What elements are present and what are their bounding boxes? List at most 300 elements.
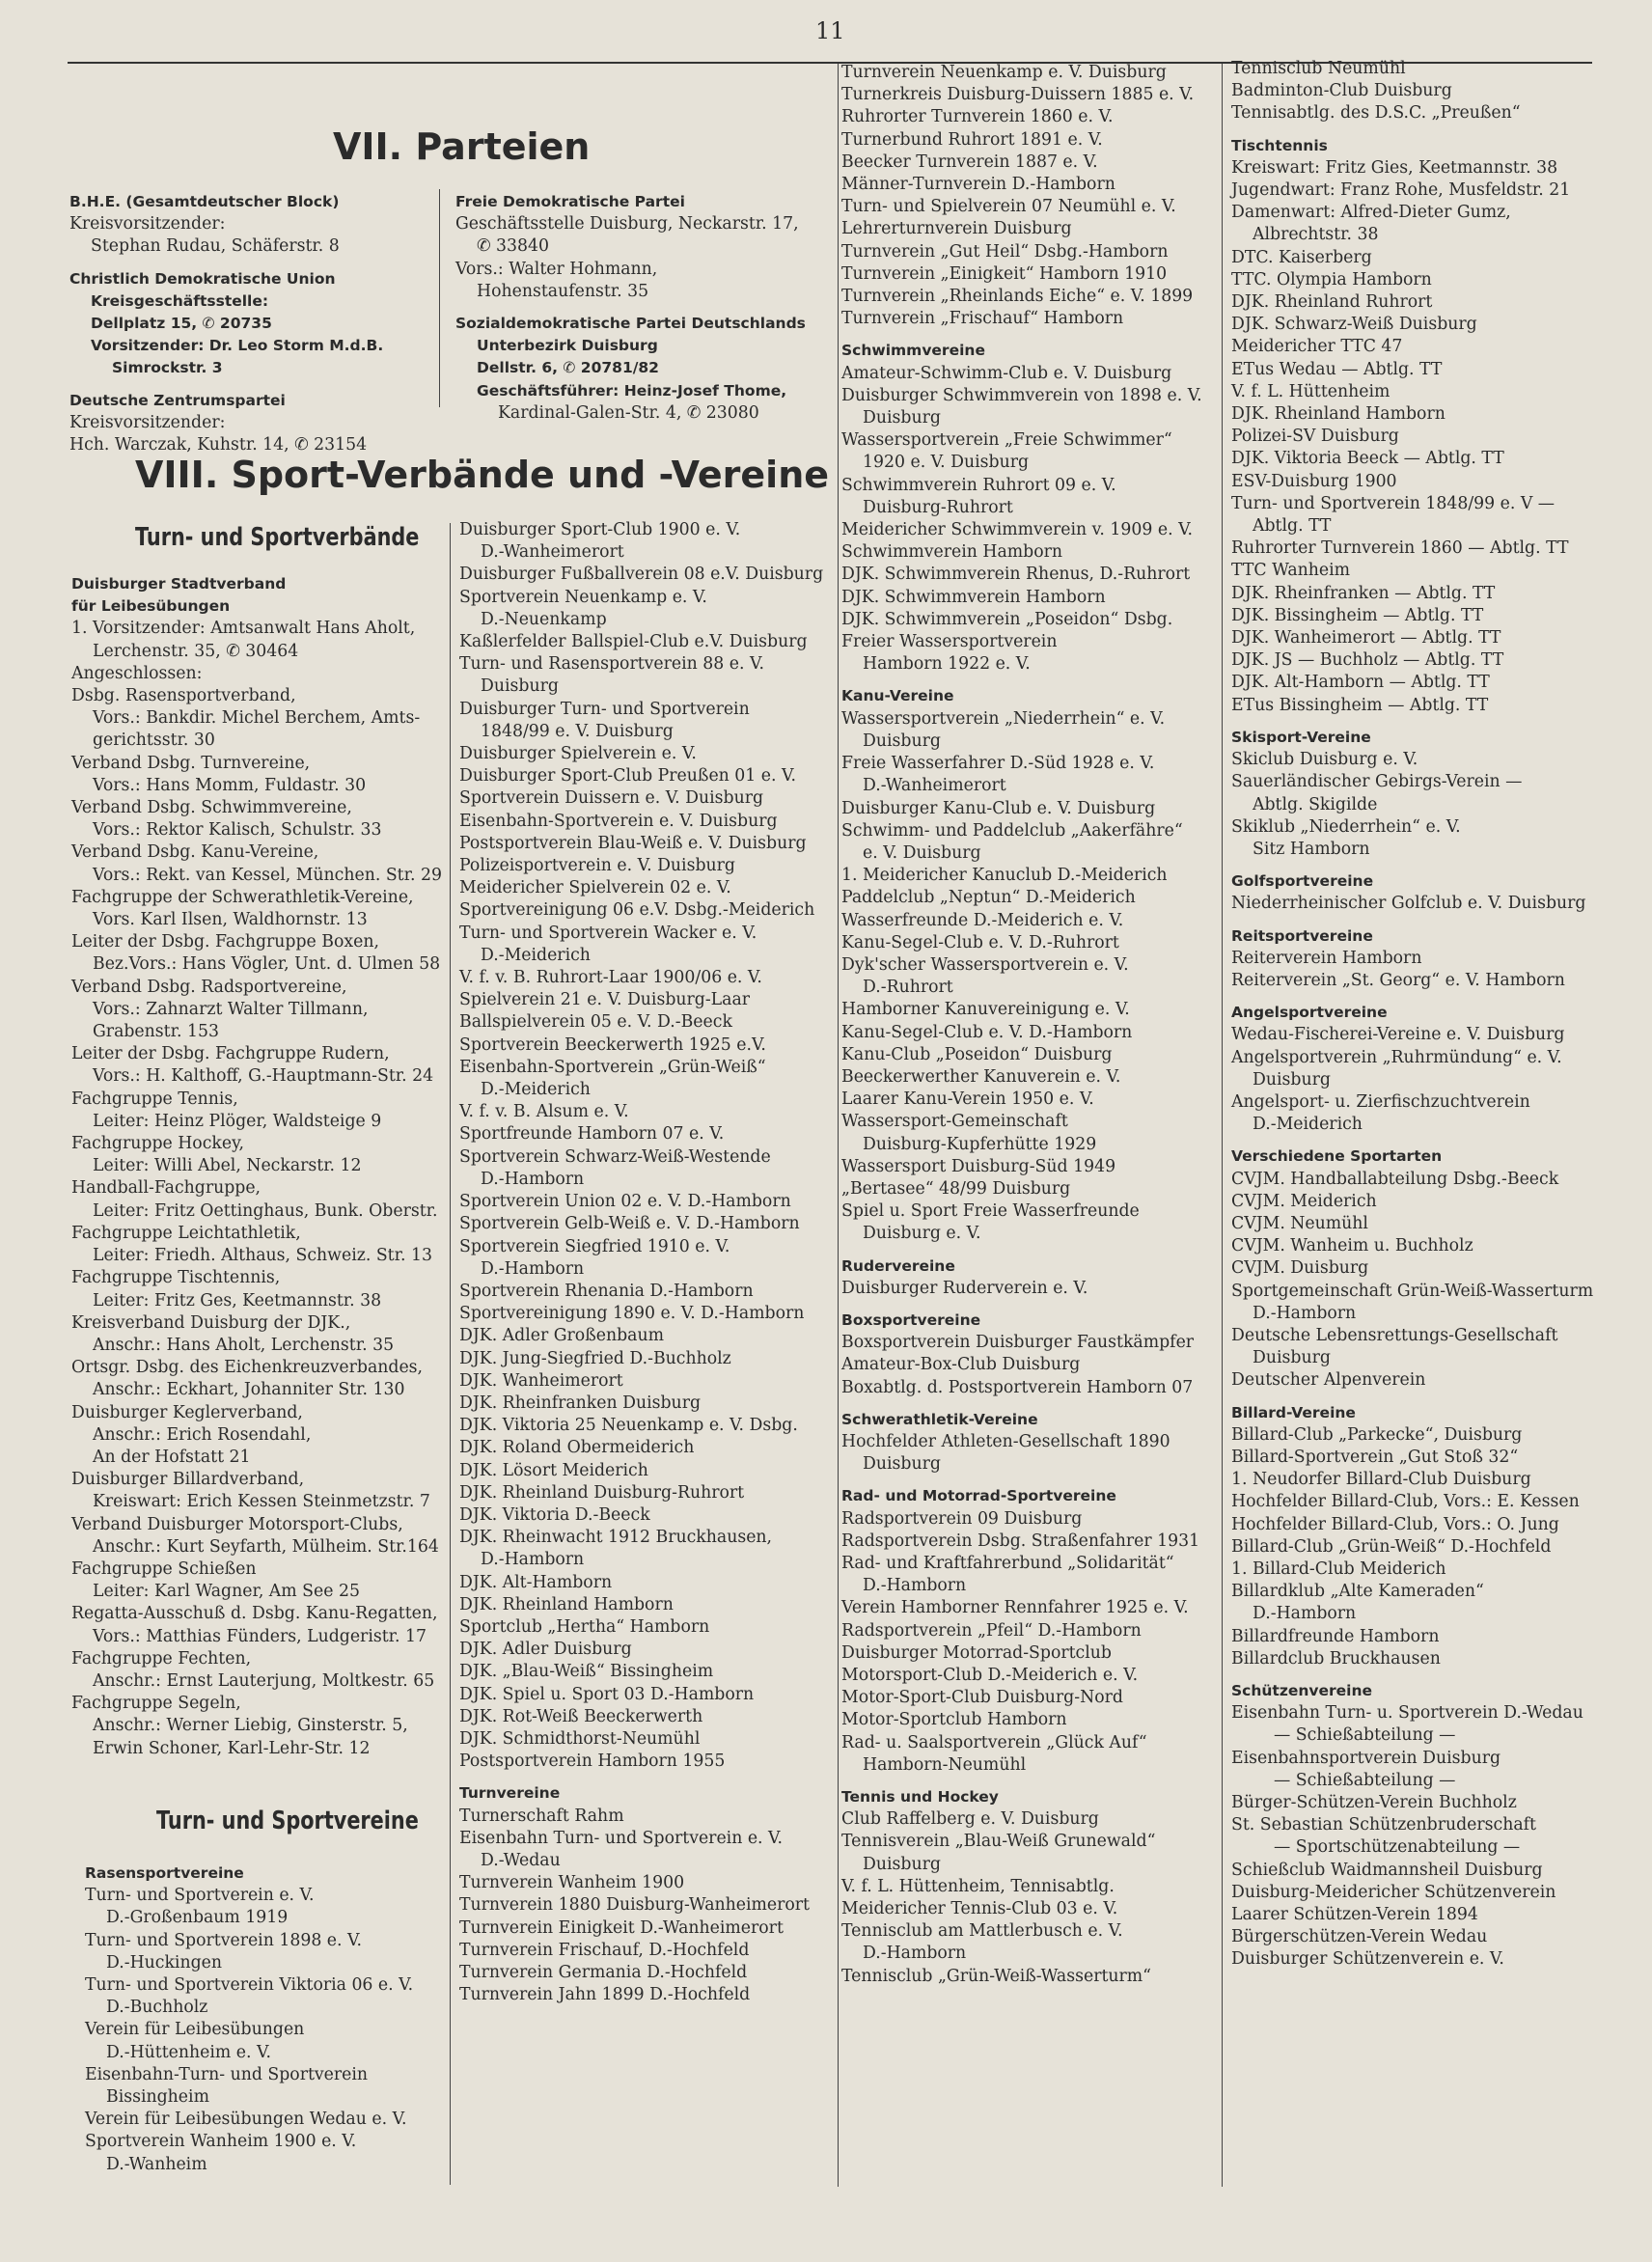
list-item: Anschr.: Kurt Seyfarth, Mülheim. Str.164	[93, 1536, 439, 1557]
list-item: Hamborn-Neumühl	[863, 1754, 1027, 1775]
list-item: Spiel u. Sport Freie Wasserfreunde	[841, 1201, 1140, 1222]
list-item: DJK. Rot-Weiß Beeckerwerth	[459, 1706, 703, 1726]
list-item: Lehrerturnverein Duisburg	[841, 219, 1072, 239]
list-item: Kanu-Segel-Club e. V. D.-Ruhrort	[841, 932, 1119, 952]
list-item: Angeschlossen:	[71, 663, 203, 683]
list-item: D.-Hamborn	[1253, 1604, 1357, 1624]
list-item: Duisburger Kanu-Club e. V. Duisburg	[841, 798, 1156, 818]
list-item: Vors.: Rektor Kalisch, Schulstr. 33	[93, 820, 382, 841]
list-item: Eisenbahn-Sportverein „Grün-Weiß“	[459, 1057, 766, 1077]
vereine-column-4	[1231, 58, 1637, 1972]
list-item: Sportverein Neuenkamp e. V.	[459, 587, 707, 607]
list-item: Anschr.: Eckhart, Johanniter Str. 130	[93, 1380, 405, 1400]
list-item: Deutscher Alpenverein	[1231, 1370, 1426, 1391]
list-item: Meidericher Tennis-Club 03 e. V.	[841, 1899, 1118, 1919]
list-item: Dsbg. Rasensportverband,	[71, 686, 296, 706]
list-item: e. V. Duisburg	[863, 842, 981, 863]
list-item: DJK. Bissingheim — Abtlg. TT	[1231, 605, 1484, 625]
category-heading: Kreisgeschäftsstelle:	[91, 291, 269, 310]
list-item: Stephan Rudau, Schäferstr. 8	[91, 236, 340, 257]
list-item: Radsportverein Dsbg. Straßenfahrer 1931	[841, 1531, 1200, 1551]
category-heading: Rasensportvereine	[85, 1864, 244, 1882]
list-item: Amateur-Box-Club Duisburg	[841, 1355, 1081, 1375]
list-item: — Schießabteilung —	[1274, 1725, 1456, 1746]
list-item: Badminton-Club Duisburg	[1231, 81, 1452, 101]
list-item: DTC. Kaiserberg	[1231, 247, 1372, 267]
list-item: Billardclub Bruckhausen	[1231, 1648, 1441, 1669]
list-item: Sitz Hamborn	[1253, 839, 1370, 859]
list-item: Hochfelder Athleten-Gesellschaft 1890	[841, 1431, 1170, 1451]
parteien-left	[69, 191, 436, 456]
list-item: Turnverein „Einigkeit“ Hamborn 1910	[841, 263, 1168, 284]
list-item: Ruhrorter Turnverein 1860 e. V.	[841, 107, 1114, 127]
list-item: Polizeisportverein e. V. Duisburg	[459, 856, 735, 876]
list-item: Duisburger Motorrad-Sportclub	[841, 1642, 1112, 1663]
list-item: Damenwart: Alfred-Dieter Gumz,	[1231, 203, 1511, 223]
category-heading: Duisburger Stadtverband	[71, 575, 287, 593]
list-item: Sportverein Siegfried 1910 e. V.	[459, 1236, 730, 1256]
list-item: Fachgruppe Tennis,	[71, 1089, 238, 1109]
list-item: An der Hofstatt 21	[93, 1447, 251, 1467]
vereine-column-3	[841, 62, 1220, 1988]
list-item: 1. Meidericher Kanuclub D.-Meiderich	[841, 866, 1168, 886]
column-divider-1	[450, 523, 451, 2185]
list-item: DJK. Rheinland Duisburg-Ruhrort	[459, 1482, 745, 1503]
list-item: DJK. Schwimmverein Hamborn	[841, 587, 1106, 607]
list-item: Vors. Karl Ilsen, Waldhornstr. 13	[93, 910, 368, 930]
list-item: ETus Wedau — Abtlg. TT	[1231, 359, 1443, 379]
list-item: DJK. Alt-Hamborn	[459, 1572, 613, 1592]
list-item: Sportfreunde Hamborn 07 e. V.	[459, 1124, 725, 1145]
list-item: 1. Vorsitzender: Amtsanwalt Hans Aholt,	[71, 619, 416, 639]
verbaende-list	[71, 573, 448, 1760]
list-item: Fachgruppe Tischtennis,	[71, 1268, 281, 1288]
category-heading: Boxsportvereine	[841, 1310, 981, 1329]
list-item: Rad- u. Saalsportverein „Glück Auf“	[841, 1732, 1147, 1752]
list-item: „Bertasee“ 48/99 Duisburg	[841, 1178, 1071, 1199]
list-item: Eisenbahn-Sportverein e. V. Duisburg	[459, 811, 778, 831]
list-item: Sportverein Wanheim 1900 e. V.	[85, 2132, 357, 2152]
list-item: Lerchenstr. 35, ✆ 30464	[93, 641, 299, 661]
list-item: Ruhrorter Turnverein 1860 — Abtlg. TT	[1231, 538, 1569, 559]
list-item: CVJM. Duisburg	[1231, 1258, 1369, 1279]
list-item: Turn- und Sportverein 1848/99 e. V —	[1231, 493, 1556, 513]
list-item: gerichtsstr. 30	[93, 731, 215, 751]
list-item: Motorsport-Club D.-Meiderich e. V.	[841, 1666, 1139, 1686]
list-item: Sportclub „Hertha“ Hamborn	[459, 1616, 710, 1637]
list-item: Duisburg	[863, 1454, 941, 1475]
list-item: Duisburg	[1253, 1348, 1331, 1368]
list-item: DJK. Adler Duisburg	[459, 1640, 632, 1660]
list-item: DJK. Wanheimerort	[459, 1370, 623, 1391]
list-item: Hohenstaufenstr. 35	[477, 281, 649, 301]
list-item: DJK. Rheinland Ruhrort	[1231, 292, 1433, 313]
list-item: 1920 e. V. Duisburg	[863, 453, 1030, 473]
category-heading: Tennis und Hockey	[841, 1788, 999, 1807]
list-item: Turnverein Neuenkamp e. V. Duisburg	[841, 63, 1167, 82]
list-item: D.-Wedau	[481, 1850, 561, 1870]
list-item: Kardinal-Galen-Str. 4, ✆ 23080	[498, 402, 759, 423]
list-item: Hochfelder Billard-Club, Vors.: O. Jung	[1231, 1514, 1559, 1534]
list-item: DJK. Jung-Siegfried D.-Buchholz	[459, 1348, 731, 1368]
list-item: — Sportschützenabteilung —	[1274, 1837, 1521, 1858]
list-item: St. Sebastian Schützenbruderschaft	[1231, 1815, 1536, 1835]
list-item: Jugendwart: Franz Rohe, Musfeldstr. 21	[1231, 180, 1571, 201]
list-item: Leiter: Heinz Plöger, Waldsteige 9	[93, 1111, 382, 1131]
list-item: Wassersport-Gemeinschaft	[841, 1112, 1068, 1132]
list-item: Freier Wassersportverein	[841, 632, 1058, 652]
list-item: Leiter der Dsbg. Fachgruppe Rudern,	[71, 1044, 390, 1064]
list-item: Niederrheinischer Golfclub e. V. Duisburg	[1231, 894, 1586, 914]
list-item: D.-Großenbaum 1919	[106, 1908, 289, 1928]
list-item: Turn- und Sportverein e. V.	[85, 1886, 315, 1906]
list-item: Abtlg. Skigilde	[1253, 794, 1378, 814]
list-item: Turn- und Sportverein 1898 e. V.	[85, 1930, 362, 1950]
list-item: Anschr.: Hans Aholt, Lerchenstr. 35	[93, 1335, 395, 1355]
list-item: Sportvereinigung 06 e.V. Dsbg.-Meiderich	[459, 900, 815, 921]
list-item: Leiter der Dsbg. Fachgruppe Boxen,	[71, 932, 379, 952]
list-item: Hch. Warczak, Kuhstr. 14, ✆ 23154	[69, 435, 368, 455]
list-item: Turnverein Einigkeit D.-Wanheimerort	[459, 1917, 784, 1938]
list-item: Eisenbahn-Turn- und Sportverein	[85, 2064, 369, 2084]
list-item: Fachgruppe Fechten,	[71, 1648, 252, 1669]
list-item: Duisburg	[863, 408, 941, 428]
list-item: 1. Neudorfer Billard-Club Duisburg	[1231, 1470, 1531, 1490]
list-item: Leiter: Fritz Ges, Keetmannstr. 38	[93, 1290, 382, 1310]
list-item: Verband Duisburger Motorsport-Clubs,	[71, 1514, 403, 1534]
list-item: Verband Dsbg. Turnvereine,	[71, 753, 311, 773]
list-item: Sportverein Schwarz-Weiß-Westende	[459, 1146, 771, 1167]
list-item: Duisburger Schwimmverein von 1898 e. V.	[841, 385, 1202, 405]
list-item: TTC. Olympia Hamborn	[1231, 269, 1432, 290]
list-item: Leiter: Karl Wagner, Am See 25	[93, 1582, 360, 1602]
list-item: Beecker Turnverein 1887 e. V.	[841, 152, 1098, 172]
list-item: Eisenbahn Turn- und Sportverein e. V.	[459, 1828, 783, 1848]
list-item: Vors.: Rekt. van Kessel, München. Str. 29	[93, 865, 442, 885]
list-item: DJK. Roland Obermeiderich	[459, 1438, 695, 1458]
category-heading: Reitsportvereine	[1231, 926, 1373, 945]
list-item: DJK. Rheinfranken Duisburg	[459, 1393, 702, 1413]
category-heading: Dellplatz 15, ✆ 20735	[91, 315, 272, 333]
list-item: Vors.: Hans Momm, Fuldastr. 30	[93, 775, 367, 795]
list-item: Skiclub Duisburg e. V.	[1231, 750, 1418, 770]
list-item: Boxsportverein Duisburger Faustkämpfer	[841, 1333, 1195, 1353]
category-heading: Rudervereine	[841, 1256, 955, 1275]
list-item: Angelsport- u. Zierfischzuchtverein	[1231, 1091, 1530, 1112]
list-item: D.-Wanheimerort	[863, 776, 1006, 796]
list-item: Polizei-SV Duisburg	[1231, 427, 1399, 447]
list-item: Turnerschaft Rahm	[459, 1806, 624, 1826]
list-item: Duisburg e. V.	[863, 1224, 981, 1244]
list-item: Kanu-Club „Poseidon“ Duisburg	[841, 1044, 1113, 1064]
list-item: Erwin Schoner, Karl-Lehr-Str. 12	[93, 1738, 371, 1758]
list-item: D.-Hüttenheim e. V.	[106, 2042, 271, 2062]
list-item: D.-Hamborn	[863, 1944, 967, 1964]
category-heading: B.H.E. (Gesamtdeutscher Block)	[69, 193, 340, 210]
list-item: Meidericher Spielverein 02 e. V.	[459, 878, 731, 898]
list-item: Hamborner Kanuvereinigung e. V.	[841, 1000, 1130, 1020]
category-heading: Vorsitzender: Dr. Leo Storm M.d.B.	[91, 337, 384, 355]
list-item: Duisburg-Meidericher Schützenverein	[1231, 1882, 1556, 1902]
vereine-column-2	[459, 519, 836, 2006]
list-item: Abtlg. TT	[1253, 516, 1332, 537]
list-item: Turnerbund Ruhrort 1891 e. V.	[841, 129, 1103, 150]
list-item: V. f. L. Hüttenheim	[1231, 381, 1390, 401]
list-item: Turn- und Sportverein Wacker e. V.	[459, 923, 757, 943]
list-item: D.-Hamborn	[1253, 1303, 1357, 1323]
list-item: Duisburger Billardverband,	[71, 1470, 305, 1490]
list-item: Duisburger Sport-Club 1900 e. V.	[459, 520, 741, 539]
list-item: Kreisvorsitzender:	[69, 214, 226, 234]
list-item: Rad- und Kraftfahrerbund „Solidarität“	[841, 1554, 1174, 1573]
list-item: Turn- und Rasensportverein 88 e. V.	[459, 654, 764, 675]
list-item: Laarer Kanu-Verein 1950 e. V.	[841, 1090, 1094, 1110]
list-item: Kreisverband Duisburg der DJK.,	[71, 1312, 351, 1333]
list-item: Verein für Leibesübungen	[85, 2020, 305, 2040]
category-heading: Dellstr. 6, ✆ 20781/82	[477, 359, 659, 377]
list-item: Meidericher Schwimmverein v. 1909 e. V.	[841, 520, 1194, 540]
list-item: Vors.: Matthias Fünders, Ludgeristr. 17	[93, 1626, 427, 1646]
category-heading: Geschäftsführer: Heinz-Josef Thome,	[477, 381, 787, 400]
list-item: D.-Hamborn	[863, 1576, 967, 1596]
list-item: Freie Wasserfahrer D.-Süd 1928 e. V.	[841, 754, 1155, 774]
list-item: Bürgerschützen-Verein Wedau	[1231, 1927, 1488, 1947]
list-item: Boxabtlg. d. Postsportverein Hamborn 07	[841, 1377, 1194, 1397]
category-heading: Schwimmvereine	[841, 342, 985, 360]
page-number: 11	[815, 17, 845, 44]
list-item: Schwimm- und Paddelclub „Aakerfähre“	[841, 820, 1183, 841]
list-item: Eisenbahnsportverein Duisburg	[1231, 1748, 1501, 1768]
list-item: TTC Wanheim	[1231, 561, 1351, 581]
list-item: Verein für Leibesübungen Wedau e. V.	[85, 2110, 407, 2130]
list-item: Sportverein Rhenania D.-Hamborn	[459, 1281, 754, 1301]
list-item: Anschr.: Werner Liebig, Ginsterstr. 5,	[93, 1716, 408, 1736]
category-heading: Kanu-Vereine	[841, 687, 954, 705]
list-item: Dyk'scher Wassersportverein e. V.	[841, 954, 1129, 975]
list-item: Duisburger Fußballverein 08 e.V. Duisburg	[459, 565, 824, 585]
list-item: Turnverein Frischauf, D.-Hochfeld	[459, 1940, 750, 1960]
category-heading: Rad- und Motorrad-Sportvereine	[841, 1487, 1116, 1505]
list-item: Tennisclub „Grün-Weiß-Wasserturm“	[841, 1966, 1152, 1986]
list-item: Motor-Sportclub Hamborn	[841, 1710, 1067, 1730]
list-item: V. f. v. B. Ruhrort-Laar 1900/06 e. V.	[459, 968, 762, 988]
list-item: Sportgemeinschaft Grün-Weiß-Wasserturm	[1231, 1281, 1594, 1301]
list-item: 1848/99 e. V. Duisburg	[481, 721, 674, 741]
list-item: Ballspielverein 05 e. V. D.-Beeck	[459, 1012, 732, 1033]
list-item: V. f. v. B. Alsum e. V.	[459, 1102, 629, 1122]
list-item: Wasserfreunde D.-Meiderich e. V.	[841, 910, 1124, 930]
list-item: Wassersportverein „Niederrhein“ e. V.	[841, 708, 1166, 729]
list-item: D.-Hamborn	[481, 1550, 585, 1570]
list-item: Kreiswart: Fritz Gies, Keetmannstr. 38	[1231, 157, 1558, 178]
list-item: Skiklub „Niederrhein“ e. V.	[1231, 816, 1461, 837]
category-heading: Angelsportvereine	[1231, 1004, 1388, 1022]
list-item: Bez.Vors.: Hans Vögler, Unt. d. Ulmen 58	[93, 954, 441, 975]
list-item: D.-Wanheim	[106, 2154, 207, 2174]
category-heading: Verschiedene Sportarten	[1231, 1147, 1443, 1166]
list-item: Kaßlerfelder Ballspiel-Club e.V. Duisburg	[459, 632, 808, 652]
list-item: DJK. Spiel u. Sport 03 D.-Hamborn	[459, 1684, 755, 1704]
list-item: DJK. Rheinland Hamborn	[459, 1594, 674, 1614]
parteien-right	[455, 191, 841, 425]
list-item: DJK. Viktoria 25 Neuenkamp e. V. Dsbg.	[459, 1416, 798, 1436]
list-item: CVJM. Wanheim u. Buchholz	[1231, 1236, 1473, 1256]
section-title-sport: VIII. Sport-Verbände und -Vereine	[135, 454, 830, 496]
list-item: Billardfreunde Hamborn	[1231, 1626, 1440, 1646]
category-heading: Deutsche Zentrumspartei	[69, 391, 286, 409]
list-item: Albrechtstr. 38	[1253, 225, 1379, 245]
list-item: Vors.: Bankdir. Michel Berchem, Amts-	[93, 708, 421, 729]
list-item: Grabenstr. 153	[93, 1022, 219, 1042]
list-item: Wassersport Duisburg-Süd 1949	[841, 1156, 1116, 1176]
list-item: Vors.: Zahnarzt Walter Tillmann,	[93, 999, 369, 1019]
list-item: Bissingheim	[106, 2087, 209, 2108]
list-item: ESV-Duisburg 1900	[1231, 471, 1397, 491]
list-item: Laarer Schützen-Verein 1894	[1231, 1905, 1478, 1925]
list-item: DJK. Alt-Hamborn — Abtlg. TT	[1231, 673, 1490, 693]
list-item: DJK. „Blau-Weiß“ Bissingheim	[459, 1662, 714, 1682]
list-item: Turnverein „Frischauf“ Hamborn	[841, 309, 1124, 329]
list-item: D.-Wanheimerort	[481, 542, 624, 563]
list-item: Billard-Club „Grün-Weiß“ D.-Hochfeld	[1231, 1536, 1552, 1557]
category-heading: Tischtennis	[1231, 136, 1328, 154]
list-item: Verband Dsbg. Kanu-Vereine,	[71, 842, 319, 863]
list-item: D.-Hamborn	[481, 1258, 585, 1279]
list-item: Tennisverein „Blau-Weiß Grunewald“	[841, 1832, 1156, 1852]
list-item: DJK. Schwimmverein Rhenus, D.-Ruhrort	[841, 565, 1191, 585]
list-item: Kanu-Segel-Club e. V. D.-Hamborn	[841, 1022, 1133, 1042]
list-item: Duisburg-Ruhrort	[863, 497, 1013, 517]
list-item: Leiter: Willi Abel, Neckarstr. 12	[93, 1156, 362, 1176]
subsection-title-verbaende: Turn- und Sportverbände	[135, 523, 420, 552]
list-item: Motor-Sport-Club Duisburg-Nord	[841, 1688, 1123, 1708]
list-item: Sportverein Union 02 e. V. D.-Hamborn	[459, 1192, 791, 1212]
list-item: Turnverein Jahn 1899 D.-Hochfeld	[459, 1985, 751, 2005]
column-divider-2	[838, 64, 839, 2187]
list-item: Regatta-Ausschuß d. Dsbg. Kanu-Regatten,	[71, 1604, 438, 1624]
list-item: DJK. Schwimmverein „Poseidon“ Dsbg.	[841, 609, 1173, 629]
list-item: D.-Meiderich	[481, 1080, 591, 1100]
list-item: Billardklub „Alte Kameraden“	[1231, 1582, 1484, 1602]
list-item: Turnverein Germania D.-Hochfeld	[459, 1963, 748, 1982]
list-item: Leiter: Friedh. Althaus, Schweiz. Str. 13	[93, 1246, 432, 1266]
list-item: Radsportverein 09 Duisburg	[841, 1508, 1083, 1529]
column-divider-3	[1222, 64, 1223, 2187]
list-item: Duisburger Sport-Club Preußen 01 e. V.	[459, 766, 796, 786]
list-item: Duisburg	[481, 676, 559, 697]
list-item: Vors.: H. Kalthoff, G.-Hauptmann-Str. 24	[93, 1066, 434, 1087]
list-item: Duisburger Keglerverband,	[71, 1402, 303, 1422]
list-item: Männer-Turnverein D.-Hamborn	[841, 175, 1115, 195]
list-item: D.-Ruhrort	[863, 978, 953, 998]
list-item: Turn- und Spielverein 07 Neumühl e. V.	[841, 197, 1176, 217]
list-item: Fachgruppe der Schwerathletik-Vereine,	[71, 887, 414, 907]
list-item: Duisburger Ruderverein e. V.	[841, 1278, 1088, 1298]
list-item: V. f. L. Hüttenheim, Tennisabtlg.	[841, 1876, 1115, 1896]
category-heading: Simrockstr. 3	[112, 359, 223, 377]
list-item: Turnverein 1880 Duisburg-Wanheimerort	[459, 1895, 810, 1916]
list-item: Kreisvorsitzender:	[69, 412, 226, 432]
category-heading: Christlich Demokratische Union	[69, 269, 336, 288]
list-item: Bürger-Schützen-Verein Buchholz	[1231, 1793, 1517, 1813]
list-item: Duisburg-Kupferhütte 1929	[863, 1134, 1097, 1154]
list-item: Leiter: Fritz Oettinghaus, Bunk. Oberstr.	[93, 1200, 438, 1221]
list-item: ✆ 33840	[477, 236, 549, 257]
list-item: DJK. Schmidthorst-Neumühl	[459, 1728, 701, 1749]
list-item: Tennisabtlg. des D.S.C. „Preußen“	[1231, 103, 1521, 124]
category-heading: Turnvereine	[459, 1784, 561, 1803]
category-heading: Schützenvereine	[1231, 1682, 1373, 1700]
list-item: Sportverein Duissern e. V. Duisburg	[459, 788, 764, 809]
list-item: Anschr.: Ernst Lauterjung, Moltkestr. 65	[93, 1670, 435, 1691]
list-item: — Schießabteilung —	[1274, 1770, 1456, 1790]
list-item: Turnverein „Rheinlands Eiche“ e. V. 1899	[841, 287, 1194, 307]
list-item: DJK. Viktoria D.-Beeck	[459, 1504, 650, 1525]
list-item: 1. Billard-Club Meiderich	[1231, 1559, 1446, 1579]
list-item: Hamborn 1922 e. V.	[863, 654, 1031, 675]
list-item: Club Raffelberg e. V. Duisburg	[841, 1809, 1099, 1830]
list-item: CVJM. Meiderich	[1231, 1191, 1377, 1211]
list-item: D.-Meiderich	[1253, 1115, 1363, 1135]
list-item: Kreiswart: Erich Kessen Steinmetzstr. 7	[93, 1492, 430, 1512]
list-item: DJK. Lösort Meiderich	[459, 1460, 648, 1480]
rasensport-list	[85, 1862, 447, 2176]
list-item: Meidericher TTC 47	[1231, 337, 1403, 357]
list-item: Spielverein 21 e. V. Duisburg-Laar	[459, 990, 751, 1010]
list-item: Duisburger Turn- und Sportverein	[459, 699, 750, 719]
list-item: Duisburg	[1253, 1069, 1331, 1090]
list-item: Duisburg	[863, 1854, 941, 1874]
category-heading: Unterbezirk Duisburg	[477, 337, 658, 355]
list-item: Schwimmverein Hamborn	[841, 542, 1062, 563]
list-item: Radsportverein „Pfeil“ D.-Hamborn	[841, 1620, 1142, 1641]
list-item: Deutsche Lebensrettungs-Gesellschaft	[1231, 1325, 1558, 1345]
list-item: Schwimmverein Ruhrort 09 e. V.	[841, 475, 1116, 495]
list-item: Schießclub Waidmannsheil Duisburg	[1231, 1860, 1543, 1880]
list-item: Verein Hamborner Rennfahrer 1925 e. V.	[841, 1598, 1189, 1618]
list-item: Sportverein Beeckerwerth 1925 e.V.	[459, 1034, 766, 1055]
subsection-title-vereine: Turn- und Sportvereine	[156, 1807, 419, 1835]
list-item: Tennisclub am Mattlerbusch e. V.	[841, 1921, 1123, 1942]
list-item: D.-Buchholz	[106, 1998, 208, 2018]
list-item: Billard-Sportverein „Gut Stoß 32“	[1231, 1447, 1519, 1467]
list-item: Verband Dsbg. Radsportvereine,	[71, 977, 347, 997]
list-item: Turn- und Sportverein Viktoria 06 e. V.	[85, 1975, 414, 1996]
list-item: D.-Hamborn	[481, 1169, 585, 1189]
category-heading: Billard-Vereine	[1231, 1403, 1356, 1421]
category-heading: Golfsportvereine	[1231, 872, 1374, 891]
list-item: ETus Bissingheim — Abtlg. TT	[1231, 695, 1489, 715]
list-item: Fachgruppe Segeln,	[71, 1694, 241, 1714]
category-heading: Skisport-Vereine	[1231, 728, 1371, 746]
list-item: DJK. Wanheimerort — Abtlg. TT	[1231, 628, 1501, 648]
list-item: Sportvereinigung 1890 e. V. D.-Hamborn	[459, 1304, 805, 1324]
list-item: Beeckerwerther Kanuverein e. V.	[841, 1066, 1121, 1087]
list-item: Tennisclub Neumühl	[1231, 59, 1406, 78]
list-item: Wassersportverein „Freie Schwimmer“	[841, 430, 1172, 451]
list-item: Billard-Club „Parkecke“, Duisburg	[1231, 1424, 1523, 1445]
list-item: Geschäftsstelle Duisburg, Neckarstr. 17,	[455, 214, 799, 234]
list-item: Turnverein „Gut Heil“ Dsbg.-Hamborn	[841, 241, 1169, 262]
category-heading: für Leibesübungen	[71, 597, 231, 616]
list-item: Duisburg	[863, 731, 941, 751]
list-item: Duisburger Schützenverein e. V.	[1231, 1949, 1504, 1970]
list-item: Reiterverein Hamborn	[1231, 948, 1422, 968]
list-item: Handball-Fachgruppe,	[71, 1178, 262, 1199]
list-item: DJK. Rheinland Hamborn	[1231, 404, 1446, 425]
list-item: DJK. Viktoria Beeck — Abtlg. TT	[1231, 449, 1504, 469]
list-item: Reiterverein „St. Georg“ e. V. Hamborn	[1231, 970, 1565, 990]
